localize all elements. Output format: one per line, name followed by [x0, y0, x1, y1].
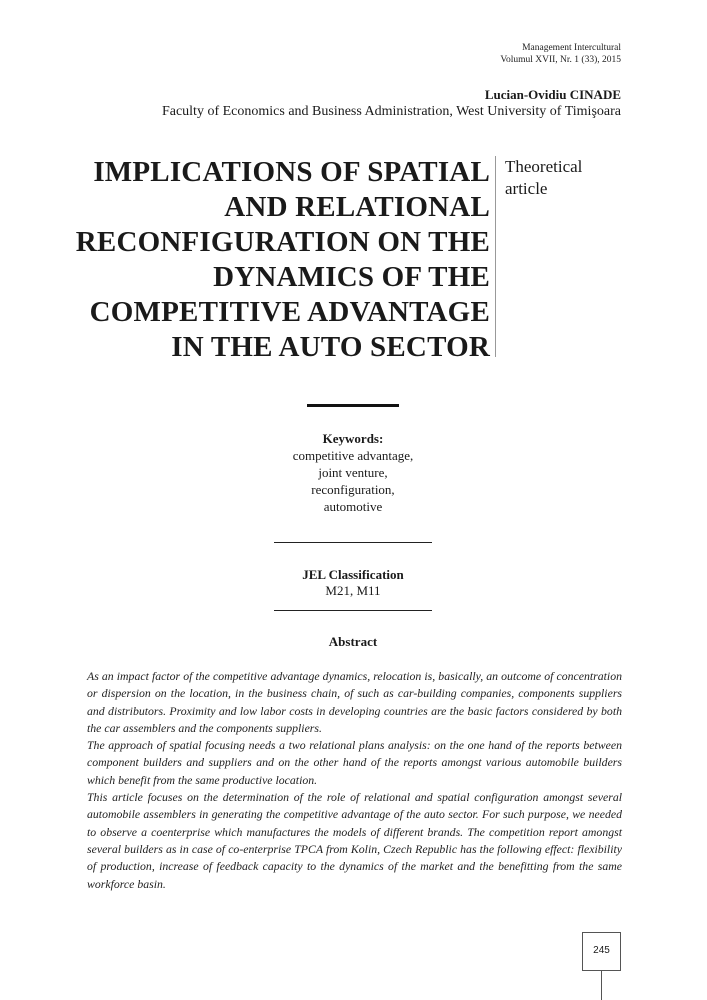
author-affiliation: Faculty of Economics and Business Administration, West University of Timişoara	[161, 104, 621, 119]
section-rule	[307, 404, 399, 407]
title-line: IMPLICATIONS OF SPATIAL	[93, 156, 490, 188]
title-line: AND RELATIONAL	[224, 191, 490, 223]
keywords-block	[253, 430, 453, 515]
title-divider	[495, 156, 496, 357]
abstract-title: Abstract	[328, 634, 378, 649]
jel-block	[253, 567, 453, 599]
keyword-item: joint venture,	[318, 465, 388, 480]
page-number-line	[601, 971, 602, 1000]
article-type: Theoretical article	[505, 157, 583, 198]
abstract-paragraph: This article focuses on the determination of the role of relational and spatial configuration amongst several automobile assemblers in generating the competitive advantage of the auto sector. For such purpose, we needed to observe a coenterprise which manufactures the models of different brands. The competition report amongst several builders as in case of co-enterprise TPCA from Kolin, Czech Republic has the following effect: flexibility of production, increase of feedback capacity to the dynamics of the market and the benefitting from the same workforce basin.	[87, 790, 622, 891]
page-number: 245	[593, 945, 610, 956]
keyword-item: automotive	[323, 499, 383, 514]
author-name: Lucian-Ovidiu CINADE	[484, 87, 621, 102]
journal-name: Management Intercultural	[522, 43, 621, 53]
title-line: RECONFIGURATION ON THE	[75, 226, 490, 258]
keyword-item: reconfiguration,	[311, 482, 395, 497]
jel-title: JEL Classification	[302, 567, 404, 582]
title-line: DYNAMICS OF THE	[213, 261, 490, 293]
abstract-body	[87, 668, 622, 893]
keyword-item: competitive advantage,	[292, 448, 414, 463]
jel-rule	[274, 610, 432, 611]
abstract-paragraph: The approach of spatial focusing needs a two relational plans analysis: on the one hand of the reports between component builders and suppliers and on the other hand of the reports amongst various automobile builders which benefit from the same productive location.	[87, 738, 622, 787]
keywords-rule	[274, 542, 432, 543]
abstract-paragraph: As an impact factor of the competitive advantage dynamics, relocation is, basically, an outcome of concentration or dispersion on the location, in the business chain, of such as car-building companies, components suppliers and distributors. Proximity and low labor costs in developing countries are the basic factors considered by both the car assemblers and the components suppliers.	[87, 669, 622, 735]
title-line: COMPETITIVE ADVANTAGE	[89, 296, 490, 328]
jel-codes: M21, M11	[325, 583, 381, 598]
journal-volume: Volumul XVII, Nr. 1 (33), 2015	[500, 55, 621, 65]
title-line: IN THE AUTO SECTOR	[171, 331, 490, 363]
article-title	[60, 155, 490, 365]
keywords-title: Keywords:	[322, 431, 384, 446]
